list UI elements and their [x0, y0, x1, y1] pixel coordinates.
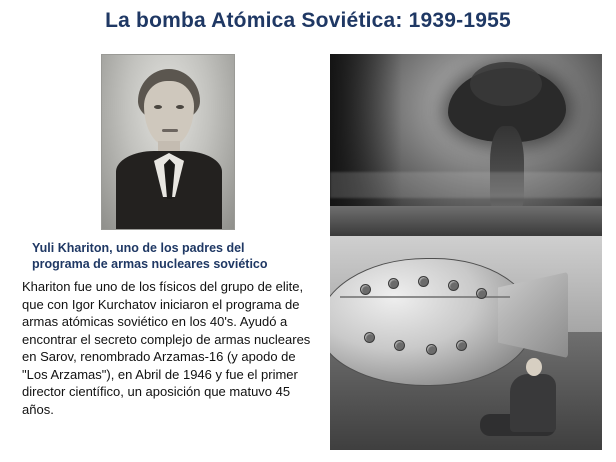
bomb-rivet: [456, 340, 467, 351]
mushroom-cap-top: [470, 62, 542, 106]
page-title: La bomba Atómica Soviética: 1939-1955: [105, 9, 511, 32]
bomb-rivet: [426, 344, 437, 355]
portrait-wrapper: [18, 54, 318, 230]
portrait-image: [101, 54, 235, 230]
bomb-rivet: [388, 278, 399, 289]
atomic-bomb-photo: [330, 236, 602, 450]
bomb-rivet: [364, 332, 375, 343]
bomb-rivet: [360, 284, 371, 295]
mushroom-stem: [490, 126, 524, 214]
bomb-rivet: [394, 340, 405, 351]
left-column: [18, 54, 318, 418]
portrait-mouth: [162, 129, 178, 132]
bomb-rivet: [476, 288, 487, 299]
seated-man-body: [510, 374, 556, 432]
mushroom-cloud-photo: [330, 54, 602, 236]
bomb-rivet: [418, 276, 429, 287]
portrait-eye-left: [154, 105, 162, 109]
mushroom-cloud-band: [330, 172, 602, 198]
right-column: [330, 54, 602, 450]
mushroom-ground: [330, 206, 602, 236]
portrait-eye-right: [176, 105, 184, 109]
bomb-rivet: [448, 280, 459, 291]
body-paragraph: Khariton fue uno de los físicos del grupo de elite, que con Igor Kurchatov iniciaron el programa de armas atómicas soviético en los 40's. Ayudó a encontrar el secreto complejo de armas nucleares en Sarov, renombrado Arzamas-16 (y apodo de "Los Arzamas"), en Abril de 1946 y fue el primer director científico, un aposición que matuvo 45 años.: [22, 279, 311, 417]
image-caption: Yuli Khariton, uno de los padres del programa de armas nucleares soviético: [32, 241, 268, 271]
seated-man-head: [526, 358, 542, 376]
